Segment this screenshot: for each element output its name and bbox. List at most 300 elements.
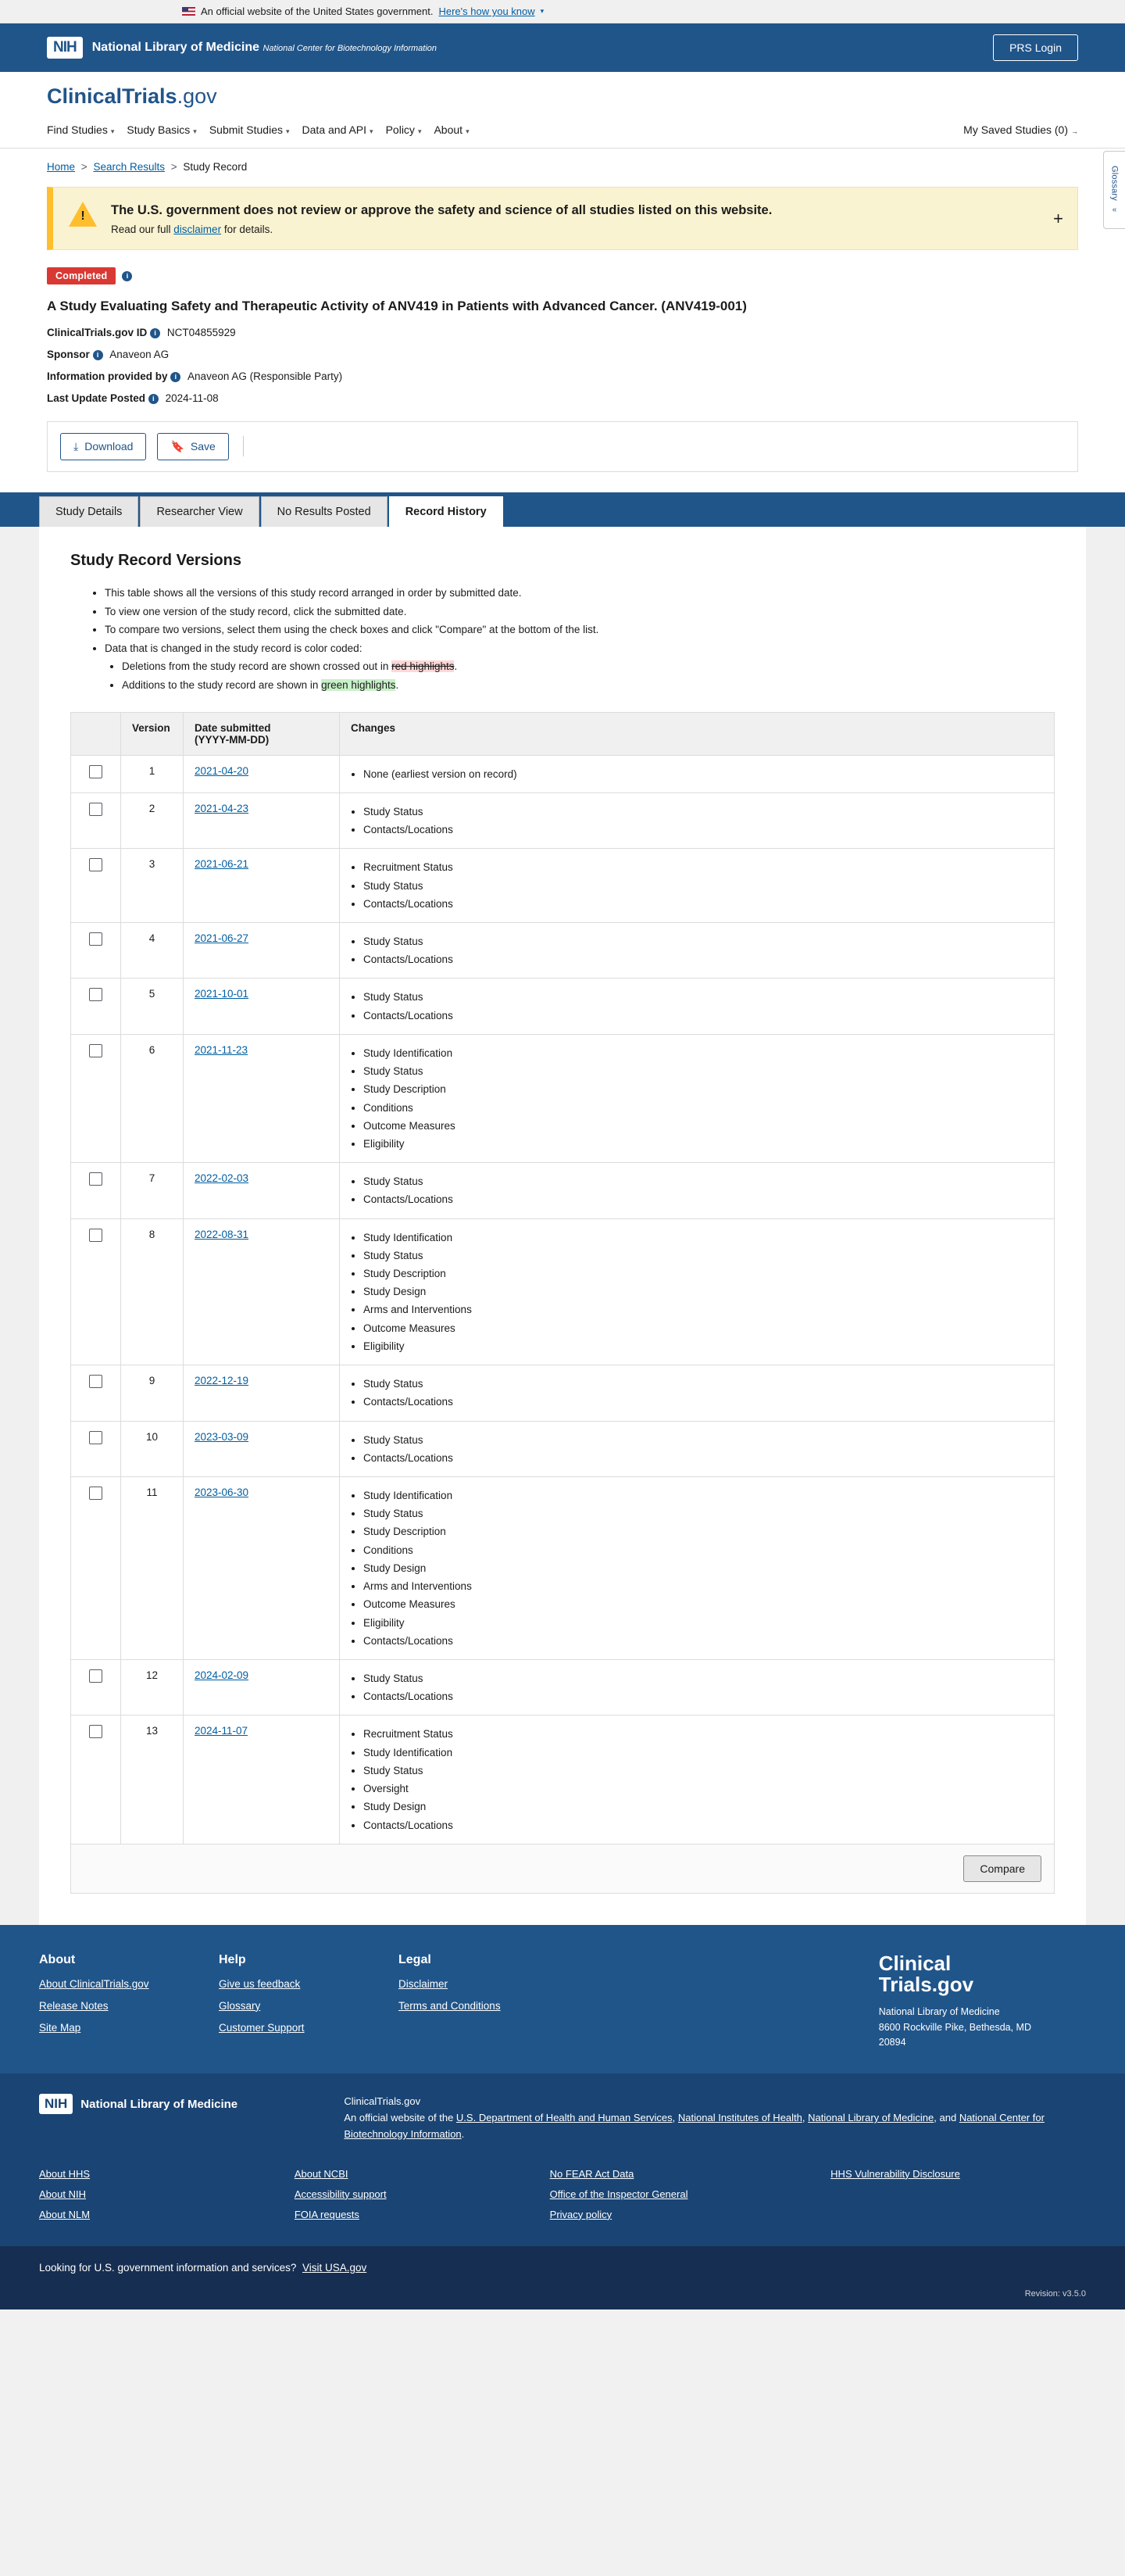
table-row [71,1421,1055,1476]
meta-value: Anaveon AG [109,348,170,360]
date-submitted-cell [184,1163,340,1218]
footer-column-legal [398,1953,578,2051]
footer-bottom [0,2246,1125,2281]
version-checkbox[interactable] [89,1669,102,1683]
footer-link-about-nih[interactable]: About NIH [39,2188,86,2200]
info-icon[interactable]: i [170,372,180,382]
column-header-version: Version [121,712,184,755]
tab-no-results-posted[interactable]: No Results Posted [261,496,388,527]
version-checkbox[interactable] [89,988,102,1001]
footer-link-disclaimer[interactable]: Disclaimer [398,1977,448,1990]
version-number-cell: 4 [121,922,184,978]
table-row [71,1163,1055,1218]
chevron-right-icon: → [1071,127,1078,135]
changes-cell [340,1163,1055,1218]
info-icon[interactable]: i [122,271,132,281]
footer-org: National Library of Medicine [878,2006,1000,2018]
meta-last-update-posted [47,392,1078,404]
section-heading: Study Record Versions [70,551,241,569]
alert-body-prefix: Read our full [111,224,174,236]
change-item: • Contacts/Locations [363,1393,1043,1411]
footer-link-about-nlm[interactable]: About NLM [39,2208,91,2220]
footer-link-about-clinicaltrials[interactable]: About ClinicalTrials.gov [39,1977,149,1990]
version-date-link[interactable]: 2021-04-20 [195,764,249,777]
changes-cell [340,1716,1055,1844]
date-submitted-cell [184,1421,340,1476]
table-row [71,792,1055,848]
chevron-down-icon: ▾ [110,127,115,135]
changes-cell [340,1421,1055,1476]
info-icon[interactable]: i [148,394,159,404]
change-item: • Contacts/Locations [363,950,1043,968]
footer-nlm [0,2073,1125,2163]
table-row [71,922,1055,978]
changes-list [351,988,1043,1024]
nlm-branding [39,2094,320,2114]
footer-links-column-2 [295,2168,550,2229]
change-item: • Contacts/Locations [363,1449,1043,1467]
row-select-cell [71,1659,121,1715]
prs-login-button[interactable]: PRS Login [993,34,1078,61]
version-date-link[interactable]: 2022-02-03 [195,1172,249,1185]
footer-heading-about: About [39,1952,76,1966]
deletion-note-suffix: . [454,660,458,673]
footer-link-hhs[interactable]: U.S. Department of Health and Human Services [455,2112,673,2124]
compare-button[interactable]: Compare [963,1855,1041,1882]
meta-information-provided-by [47,370,1078,382]
version-checkbox[interactable] [89,1375,102,1388]
footer-link-office-inspector-general[interactable]: Office of the Inspector General [549,2188,688,2200]
chevron-down-icon: ▾ [417,127,422,135]
disclaimer-link[interactable]: disclaimer [173,224,222,236]
row-select-cell [71,1421,121,1476]
footer-link-no-fear-act-data[interactable]: No FEAR Act Data [549,2167,634,2180]
date-submitted-cell [184,1365,340,1421]
footer-link-about-ncbi[interactable]: About NCBI [294,2167,348,2180]
change-item: • Contacts/Locations [363,895,1043,913]
nih-header [0,23,1125,72]
gov-banner-link[interactable]: Here's how you know [438,5,535,17]
change-item: • Study Design [363,1798,1043,1816]
footer-link-customer-support[interactable]: Customer Support [219,2021,305,2034]
site-header [0,72,1125,148]
change-item: • None (earliest version on record) [363,765,1043,783]
color-note-additions [122,676,1055,695]
nav-item-study-basics[interactable]: Study Basics ▾ [127,123,197,136]
change-item: • Study Design [363,1559,1043,1577]
version-checkbox[interactable] [89,1431,102,1444]
tab-record-history[interactable]: Record History [389,496,503,527]
nav-item-about[interactable]: About ▾ [434,123,470,136]
row-select-cell [71,1365,121,1421]
change-item: • Study Identification [363,1487,1043,1504]
footer-links-column-3 [550,2168,831,2229]
brand-suffix: .gov [177,84,217,108]
version-date-link[interactable]: 2021-04-23 [195,802,249,814]
version-checkbox[interactable] [89,1487,102,1500]
change-item: • Study Status [363,1172,1043,1190]
footer-column-help [219,1953,398,2051]
info-icon[interactable]: i [150,328,160,338]
change-item: • Oversight [363,1780,1043,1798]
changes-list [351,1172,1043,1208]
version-number-cell: 13 [121,1716,184,1844]
table-row [71,755,1055,792]
version-date-link[interactable]: 2021-10-01 [195,988,249,1000]
version-date-link[interactable]: 2021-11-23 [195,1043,248,1056]
meta-label: Last Update Posted [47,392,146,404]
compare-row [70,1844,1055,1894]
version-number-cell: 2 [121,792,184,848]
changes-list [351,1487,1043,1650]
breadcrumb-search-results[interactable]: Search Results [93,161,165,173]
row-select-cell [71,792,121,848]
chevron-down-icon: ▾ [193,127,197,135]
footer-brand [879,1953,1086,2051]
row-select-cell [71,1218,121,1365]
footer-official-statement [344,2094,1086,2142]
changes-list [351,1229,1043,1356]
row-select-cell [71,1163,121,1218]
table-row [71,849,1055,923]
date-submitted-cell [184,1659,340,1715]
alert-body [111,224,772,235]
footer-main [0,1925,1125,2074]
change-item: • Study Description [363,1265,1043,1283]
nav-item-data-and-api[interactable]: Data and API ▾ [302,123,373,136]
versions-table-body [71,755,1055,1844]
info-icon[interactable]: i [93,350,103,360]
bookmark-icon: 🔖 [170,439,184,453]
version-date-link[interactable]: 2022-08-31 [195,1228,249,1240]
footer-heading-help: Help [219,1952,246,1966]
date-submitted-cell [184,1034,340,1162]
table-header-row [71,712,1055,755]
change-item: • Arms and Interventions [363,1301,1043,1318]
version-date-link[interactable]: 2022-12-19 [195,1375,249,1387]
brand-main: ClinicalTrials [47,84,177,108]
chevron-left-icon: « [1112,206,1117,214]
date-submitted-cell [184,922,340,978]
breadcrumb-current: Study Record [183,161,248,173]
footer-heading-legal: Legal [398,1952,431,1966]
study-header [0,250,1125,404]
change-item: • Conditions [363,1099,1043,1117]
change-item: • Eligibility [363,1337,1043,1355]
date-submitted-cell [184,792,340,848]
changes-cell [340,849,1055,923]
version-number-cell: 1 [121,755,184,792]
footer-link-site-map[interactable]: Site Map [39,2021,81,2034]
revision-label: Revision: v3.5.0 [0,2281,1125,2309]
content-area [0,527,1125,1925]
meta-value: 2024-11-08 [165,392,219,404]
row-select-cell [71,755,121,792]
footer-link-glossary[interactable]: Glossary [219,1999,261,2012]
status-badge: Completed [47,267,116,284]
footer-link-about-hhs[interactable]: About HHS [39,2167,91,2180]
column-header-changes: Changes [340,712,1055,755]
site-brand[interactable] [47,72,1078,116]
nih-title: National Library of Medicine National Center for Biotechnology Information [91,40,438,54]
change-item: • Contacts/Locations [363,1190,1043,1208]
save-button[interactable] [157,433,228,460]
table-row [71,1477,1055,1660]
nlm-title: National Library of Medicine [80,2097,238,2111]
alert-body-suffix: for details. [221,224,273,236]
change-item: • Study Status [363,877,1043,895]
version-number-cell: 10 [121,1421,184,1476]
meta-sponsor [47,349,1078,360]
red-highlight-sample: red highlights [391,660,455,673]
change-item: • Recruitment Status [363,858,1043,876]
changes-cell [340,792,1055,848]
version-date-link[interactable]: 2023-06-30 [195,1487,249,1498]
change-item: • Study Status [363,932,1043,950]
disclaimer-alert [47,187,1078,250]
column-header-date-submitted: Date submitted (YYYY-MM-DD) [184,712,340,755]
addition-note-prefix: Additions to the study record are shown in [122,679,322,692]
version-number-cell: 9 [121,1365,184,1421]
note-item: • To view one version of the study record, click the submitted date. [105,603,1055,621]
row-select-cell [71,922,121,978]
chevron-down-icon: ▾ [370,127,373,135]
change-item: • Arms and Interventions [363,1577,1043,1595]
official-prefix: An official website of the [344,2112,456,2124]
change-item: • Outcome Measures [363,1595,1043,1613]
table-row [71,1716,1055,1844]
footer-link-foia-requests[interactable]: FOIA requests [294,2208,359,2220]
changes-cell [340,922,1055,978]
version-date-link[interactable]: 2021-06-21 [195,858,249,871]
footer-address-line2: 20894 [878,2037,906,2048]
table-row [71,1034,1055,1162]
nav-item-policy[interactable]: Policy ▾ [385,123,422,136]
footer-address [879,2005,1031,2050]
change-item: • Study Description [363,1080,1043,1098]
meta-label: Information provided by [47,370,168,382]
footer-links [0,2163,1125,2246]
change-item: • Study Status [363,1062,1043,1080]
change-item: • Study Status [363,1431,1043,1449]
version-number-cell: 11 [121,1477,184,1660]
versions-table [70,712,1055,1844]
glossary-tab-label: Glossary [1109,166,1120,201]
meta-value: Anaveon AG (Responsible Party) [188,370,343,382]
change-item: • Study Identification [363,1044,1043,1062]
date-submitted-cell [184,755,340,792]
nih-logo: NIH [39,2094,73,2114]
page-title: A Study Evaluating Safety and Therapeutic Activity of ANV419 in Patients with Advanced Cancer. (ANV419-001) [47,299,747,314]
version-date-link[interactable]: 2023-03-09 [195,1430,249,1443]
row-select-cell [71,979,121,1034]
change-item: • Study Status [363,1247,1043,1265]
footer-link-give-feedback[interactable]: Give us feedback [219,1977,301,1990]
warning-icon [69,202,97,227]
changes-list [351,1044,1043,1153]
changes-cell [340,1659,1055,1715]
change-item: • Study Design [363,1283,1043,1301]
action-divider [243,436,244,456]
change-item: • Contacts/Locations [363,1007,1043,1025]
changes-cell [340,979,1055,1034]
version-number-cell: 8 [121,1218,184,1365]
change-item: • Eligibility [363,1135,1043,1153]
us-flag-icon [182,7,195,16]
change-item: • Study Status [363,1762,1043,1780]
changes-cell [340,1477,1055,1660]
record-history-card [39,527,1086,1925]
meta-label: ClinicalTrials.gov ID [47,326,148,338]
changes-list [351,858,1043,913]
save-label: Save [190,440,216,453]
footer-link-nlm[interactable]: National Library of Medicine [808,2112,934,2124]
version-checkbox[interactable] [89,1229,102,1242]
footer-link-terms-and-conditions[interactable]: Terms and Conditions [398,1999,501,2012]
alert-expand-button[interactable]: + [1053,208,1063,228]
breadcrumb-home[interactable]: Home [47,161,76,173]
footer-link-hhs-vulnerability-disclosure[interactable]: HHS Vulnerability Disclosure [830,2167,960,2180]
footer-links-column-4 [830,2168,1086,2229]
change-item: • Study Description [363,1522,1043,1540]
government-banner [0,0,1125,23]
version-date-link[interactable]: 2021-06-27 [195,932,249,944]
date-submitted-cell [184,979,340,1034]
breadcrumb-separator: > [170,161,177,173]
change-item: • Outcome Measures [363,1117,1043,1135]
changes-cell [340,1365,1055,1421]
footer-link-accessibility-support[interactable]: Accessibility support [294,2188,387,2200]
download-label: Download [84,440,134,453]
tab-researcher-view[interactable]: Researcher View [140,496,259,527]
changes-list [351,1669,1043,1705]
footer-bottom-text: Looking for U.S. government information and services? [39,2261,297,2274]
date-submitted-cell [184,1477,340,1660]
version-number-cell: 7 [121,1163,184,1218]
color-note-lead: Data that is changed in the study record is color coded: [105,642,362,654]
footer-link-privacy-policy[interactable]: Privacy policy [549,2208,612,2220]
table-row [71,1365,1055,1421]
meta-value: NCT04855929 [166,326,236,338]
changes-list [351,1375,1043,1411]
and-text: and [939,2112,959,2124]
breadcrumb-separator: > [80,161,88,173]
change-item: • Contacts/Locations [363,1632,1043,1650]
version-number-cell: 6 [121,1034,184,1162]
changes-list [351,765,1043,783]
footer-link-nih[interactable]: National Institutes of Health [677,2112,802,2124]
change-item: • Study Status [363,988,1043,1006]
study-tabs [0,492,1125,527]
chevron-down-icon: ▾ [466,127,470,135]
version-checkbox[interactable] [89,858,102,871]
date-submitted-cell [184,1716,340,1844]
meta-label: Sponsor [47,348,90,360]
version-date-link[interactable]: 2024-11-07 [195,1725,248,1737]
version-checkbox[interactable] [89,1172,102,1186]
change-item: • Study Status [363,1504,1043,1522]
change-item: • Conditions [363,1541,1043,1559]
addition-note-suffix: . [395,679,399,692]
status-row [47,267,1078,284]
footer-brand-line2: Trials.gov [878,1973,974,1997]
footer-column-about [39,1953,219,2051]
main-navigation [47,116,1078,148]
row-select-cell [71,849,121,923]
chevron-down-icon: ▾ [286,127,290,135]
nav-item-find-studies[interactable]: Find Studies ▾ [47,123,115,136]
version-checkbox[interactable] [89,1725,102,1738]
changes-list [351,803,1043,839]
changes-cell [340,755,1055,792]
change-item: • Contacts/Locations [363,821,1043,839]
change-item: • Eligibility [363,1614,1043,1632]
tab-study-details[interactable]: Study Details [39,496,138,527]
footer-link-ncbi[interactable]: National Center for Biotechnology Information [344,2112,1045,2141]
version-checkbox[interactable] [89,1044,102,1057]
note-item: • This table shows all the versions of this study record arranged in order by submitted date. [105,584,1055,603]
color-note-deletions [122,657,1055,676]
note-item: • To compare two versions, select them using the check boxes and click "Compare" at the bottom of the list. [105,621,1055,639]
gov-banner-text: An official website of the United States government. [201,5,434,17]
change-item: • Study Identification [363,1229,1043,1247]
download-icon: ⤓ [73,439,79,453]
deletion-note-prefix: Deletions from the study record are shown crossed out in [122,660,392,673]
date-submitted-cell [184,849,340,923]
footer-link-release-notes[interactable]: Release Notes [39,1999,109,2012]
breadcrumb [0,148,1125,181]
changes-list [351,1431,1043,1467]
record-history-notes [70,584,1055,695]
chevron-down-icon: ▾ [540,7,545,15]
change-item: • Study Status [363,1375,1043,1393]
row-select-cell [71,1477,121,1660]
version-checkbox[interactable] [89,803,102,816]
alert-title: The U.S. government does not review or approve the safety and science of all studies listed on this website. [111,203,773,217]
table-row [71,1659,1055,1715]
version-checkbox[interactable] [89,932,102,946]
footer-link-usa-gov[interactable]: Visit USA.gov [302,2261,367,2274]
nav-item-submit-studies[interactable]: Submit Studies ▾ [209,123,290,136]
download-button[interactable] [60,433,146,460]
table-row [71,1218,1055,1365]
change-item: • Outcome Measures [363,1319,1043,1337]
version-number-cell: 3 [121,849,184,923]
row-select-cell [71,1034,121,1162]
glossary-tab[interactable] [1103,151,1125,229]
changes-cell [340,1218,1055,1365]
version-number-cell: 5 [121,979,184,1034]
version-date-link[interactable]: 2024-02-09 [195,1669,249,1681]
table-row [71,979,1055,1034]
change-item: • Study Status [363,803,1043,821]
changes-cell [340,1034,1055,1162]
change-item: • Study Status [363,1669,1043,1687]
nih-subtitle: National Center for Biotechnology Information [262,43,438,53]
version-checkbox[interactable] [89,765,102,778]
row-select-cell [71,1716,121,1844]
my-saved-studies-menu[interactable]: My Saved Studies (0) → [963,123,1078,136]
versions-table-head [71,712,1055,755]
nih-branding[interactable] [23,37,437,59]
green-highlight-sample: green highlights [321,679,396,692]
changes-list [351,1725,1043,1834]
changes-list [351,932,1043,968]
change-item: • Recruitment Status [363,1725,1043,1743]
version-number-cell: 12 [121,1659,184,1715]
study-action-bar [47,421,1078,472]
footer-address-line1: 8600 Rockville Pike, Bethesda, MD [878,2021,1031,2033]
